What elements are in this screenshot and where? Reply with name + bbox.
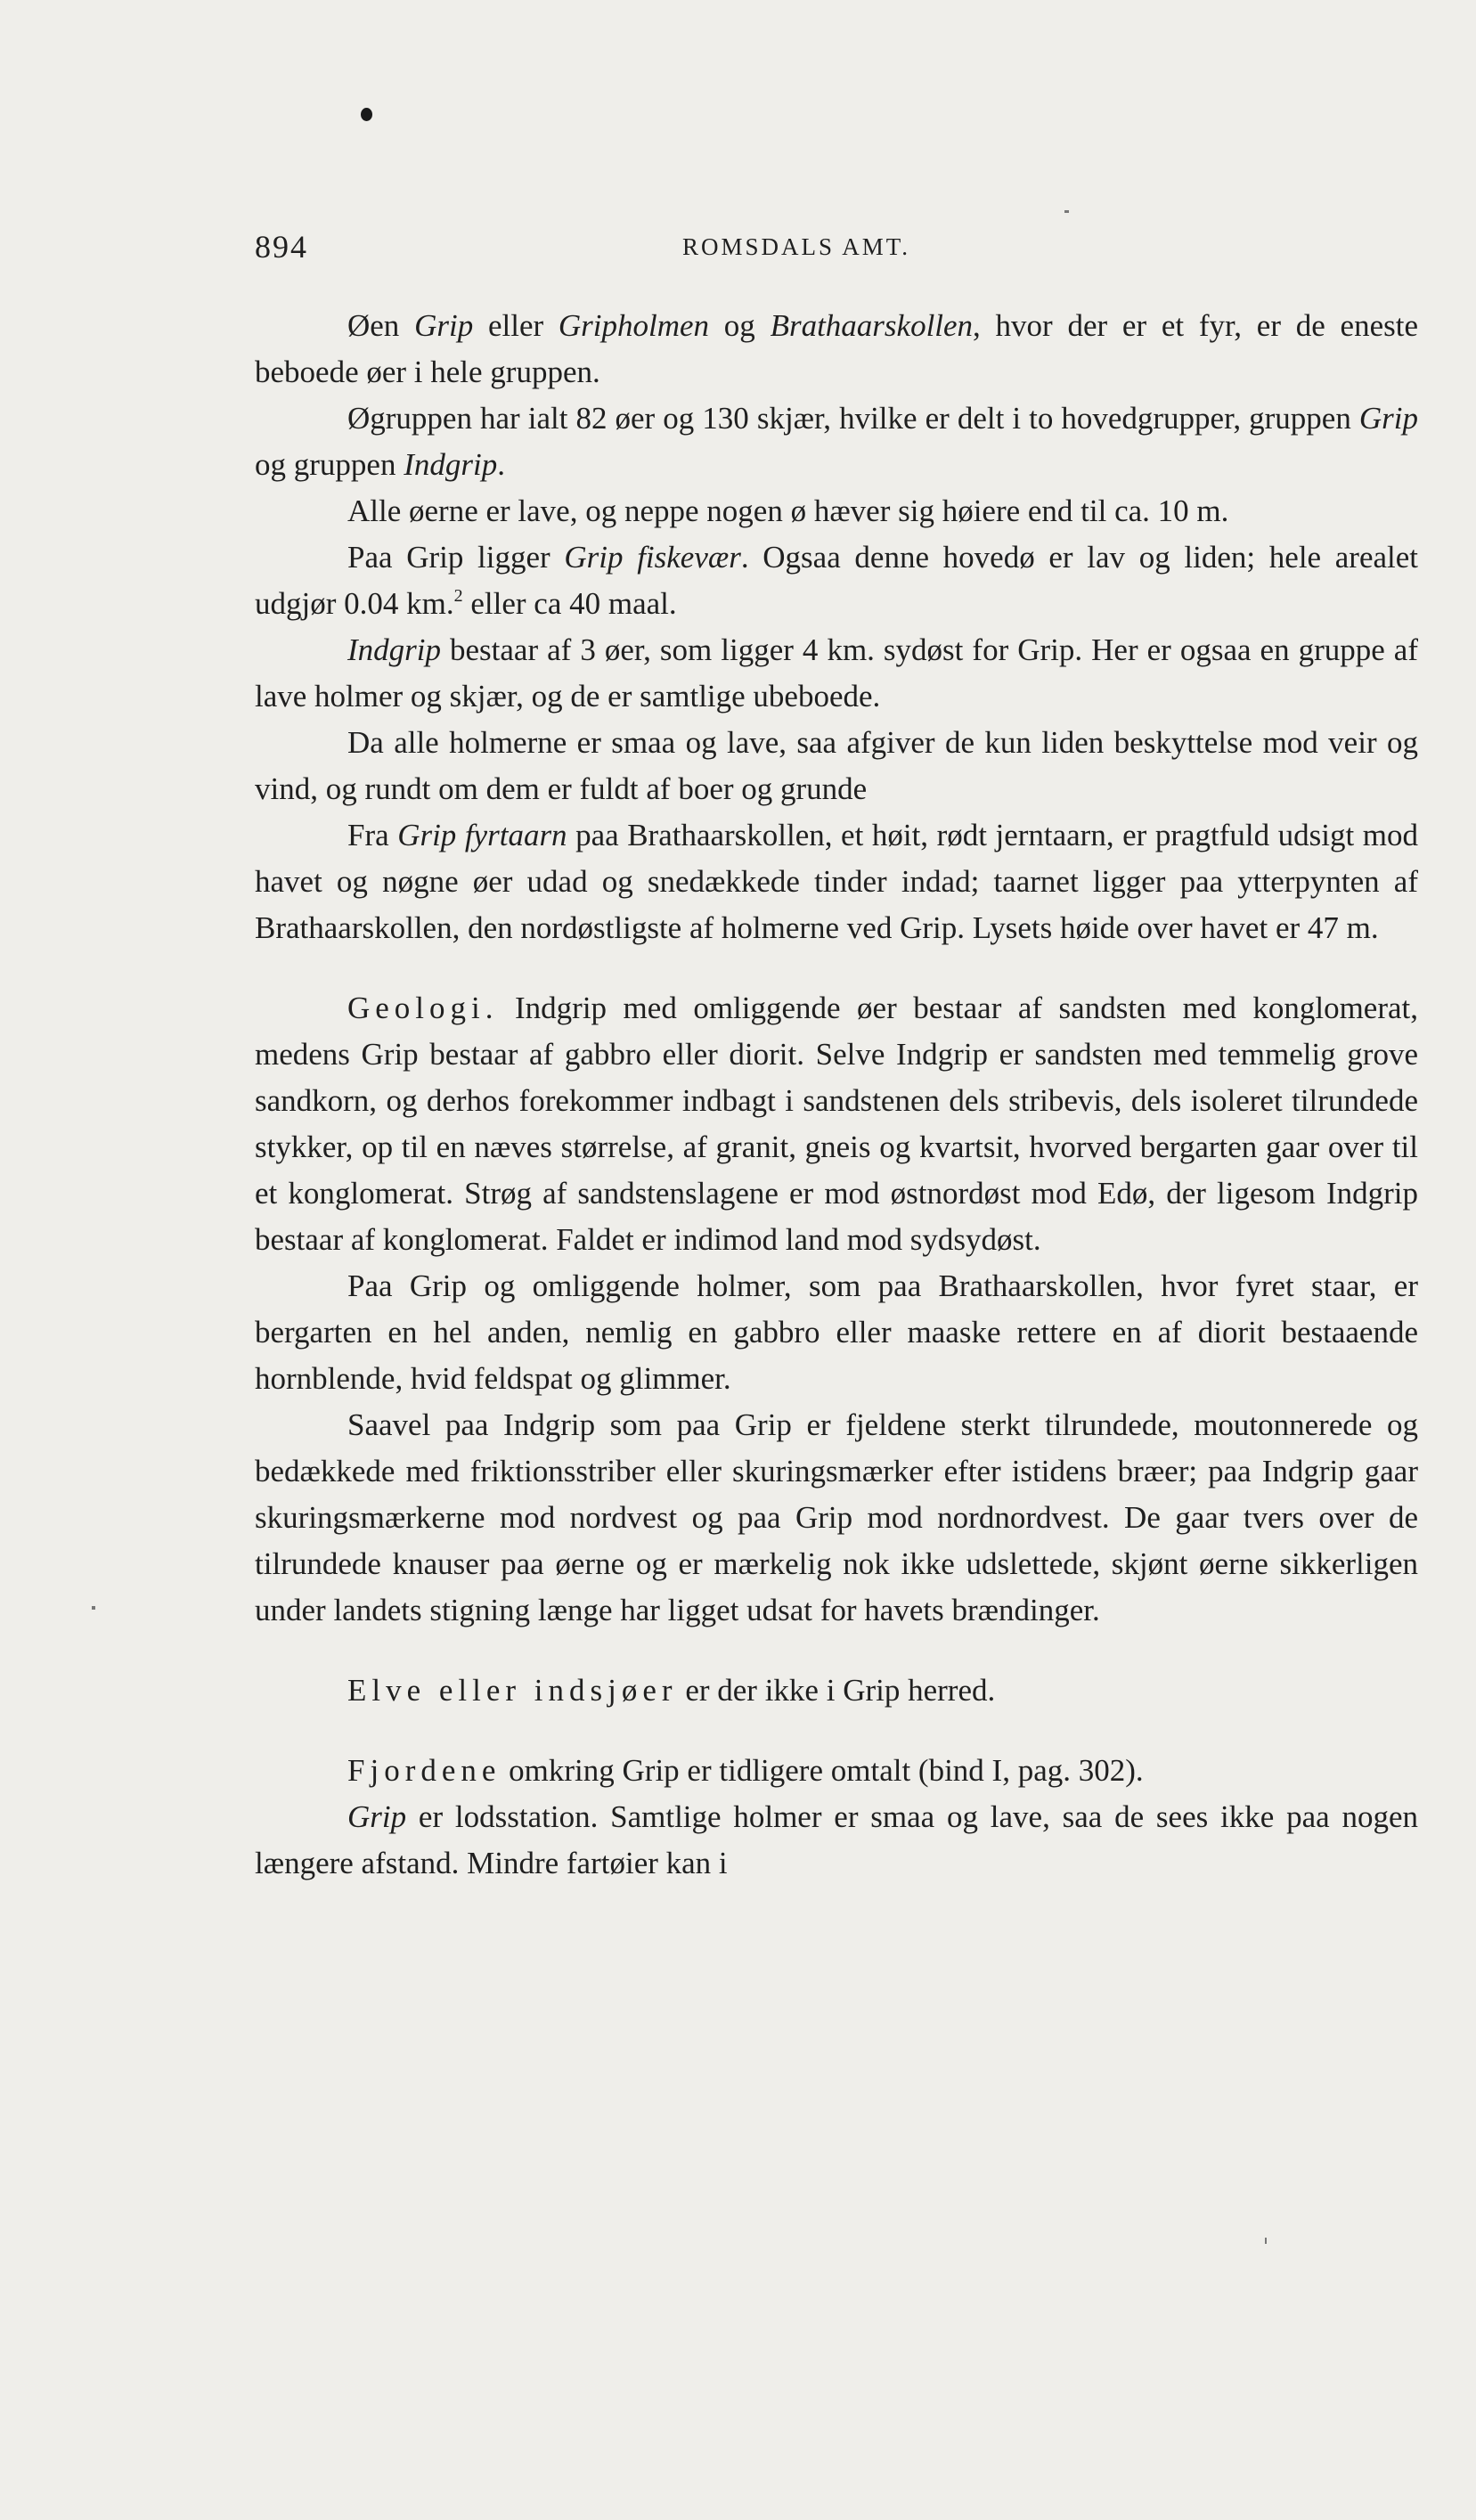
section-heading: Geologi. <box>347 991 499 1025</box>
italic-term: Indgrip <box>404 447 498 482</box>
italic-term: Grip <box>414 308 474 343</box>
section-heading: Elve eller indsjøer <box>347 1673 678 1708</box>
paragraph-6: Da alle holmerne er smaa og lave, saa afgiver de kun liden beskyttelse mod veir og vind, og rundt om dem er fuldt af boer og grunde <box>255 725 1418 806</box>
text-run: og gruppen <box>255 447 404 482</box>
paragraph-1 <box>255 303 1418 396</box>
page-number: 894 <box>255 229 308 265</box>
italic-term: Grip <box>1358 401 1418 436</box>
section-heading: Fjordene <box>347 1753 502 1788</box>
text-run: Fra <box>347 818 398 852</box>
italic-term: Brathaarskollen <box>770 308 974 343</box>
italic-term: Grip fiskevær <box>564 540 741 575</box>
paragraph-elve <box>255 1668 1418 1714</box>
paragraph-5 <box>255 627 1418 720</box>
text-run: og <box>709 308 771 343</box>
text-run: . Ogsaa denne hovedø er lav og liden; hele arealet udgjør 0.04 km. <box>255 540 1419 621</box>
paragraph-2 <box>255 396 1418 488</box>
text-run: . <box>497 447 505 482</box>
text-run: Øen <box>347 308 415 343</box>
running-head: ROMSDALS AMT. <box>682 233 911 260</box>
paragraph-3: Alle øerne er lave, og neppe nogen ø hæver sig høiere end til ca. 10 m. <box>347 493 1229 528</box>
superscript: 2 <box>453 586 463 606</box>
text-run: er der ikke i Grip herred. <box>677 1673 996 1708</box>
print-speck <box>92 1606 95 1610</box>
text-run: eller ca 40 maal. <box>462 586 677 621</box>
page-body <box>255 303 1418 1887</box>
text-run: Paa Grip ligger <box>347 540 565 575</box>
paragraph-9: Paa Grip og omliggende holmer, som paa Brathaarskollen, hvor fyret staar, er bergarten en hel anden, nemlig en gabbro eller maaske rettere en af diorit bestaaende hornblende, hvid feldspat og glimmer. <box>255 1268 1418 1396</box>
text-run: , hvor der er et fyr, er de eneste beboede øer i hele gruppen. <box>255 308 1418 389</box>
print-speck <box>1265 2238 1267 2244</box>
italic-term: Grip fyrtaarn <box>397 818 567 852</box>
text-run: eller <box>473 308 559 343</box>
text-run: bestaar af 3 øer, som ligger 4 km. sydøst for Grip. Her er ogsaa en gruppe af lave holmer og skjær, og de er samtlige ubeboede. <box>255 632 1418 714</box>
page-header <box>255 228 1418 267</box>
print-speck <box>1064 210 1069 213</box>
paragraph-7 <box>255 812 1418 951</box>
paragraph-13 <box>255 1794 1418 1887</box>
italic-term: Indgrip <box>347 632 441 667</box>
ink-dot <box>361 108 372 121</box>
text-run: omkring Grip er tidligere omtalt (bind I, pag. 302). <box>501 1753 1144 1788</box>
paragraph-fjordene <box>255 1748 1418 1794</box>
text-run: paa Brathaarskollen, et høit, rødt jerntaarn, er pragtfuld udsigt mod havet og nøgne øer udad og snedækkede tinder indad; taarnet ligger paa ytterpynten af Brathaarskollen, den nordøstligste af holmerne ved Grip. Lysets høide over havet er 47 m. <box>255 818 1418 945</box>
italic-term: Grip <box>347 1799 407 1834</box>
text-run: Indgrip med omliggende øer bestaar af sandsten med konglomerat, medens Grip bestaar af gabbro eller diorit. Selve Indgrip er sandsten med temmelig grove sandkorn, og derhos forekommer indbagt i sandstenen dels stribevis, dels isoleret tilrundede stykker, op til en næves størrelse, af granit, gneis og kvartsit, hvorved bergarten gaar over til et konglomerat. Strøg af sandstenslagene er mod østnordøst mod Edø, der ligesom Indgrip bestaar af konglomerat. Faldet er indimod land mod sydsydøst. <box>255 991 1418 1257</box>
paragraph-geologi <box>255 985 1418 1263</box>
paragraph-4 <box>255 534 1418 627</box>
paragraph-10: Saavel paa Indgrip som paa Grip er fjeldene sterkt tilrundede, moutonnerede og bedækkede med friktionsstriber eller skuringsmærker efter istidens bræer; paa Indgrip gaar skuringsmærkerne mod nordvest og paa Grip mod nordnordvest. De gaar tvers over de tilrundede knauser paa øerne og er mærkelig nok ikke udslettede, skjønt øerne sikkerligen under landets stigning længe har ligget udsat for havets brændinger. <box>255 1407 1418 1627</box>
text-run: Øgruppen har ialt 82 øer og 130 skjær, hvilke er delt i to hovedgrupper, gruppen <box>347 401 1359 436</box>
italic-term: Gripholmen <box>558 308 710 343</box>
text-run: er lodsstation. Samtlige holmer er smaa og lave, saa de sees ikke paa nogen længere afstand. Mindre fartøier kan i <box>255 1799 1418 1880</box>
